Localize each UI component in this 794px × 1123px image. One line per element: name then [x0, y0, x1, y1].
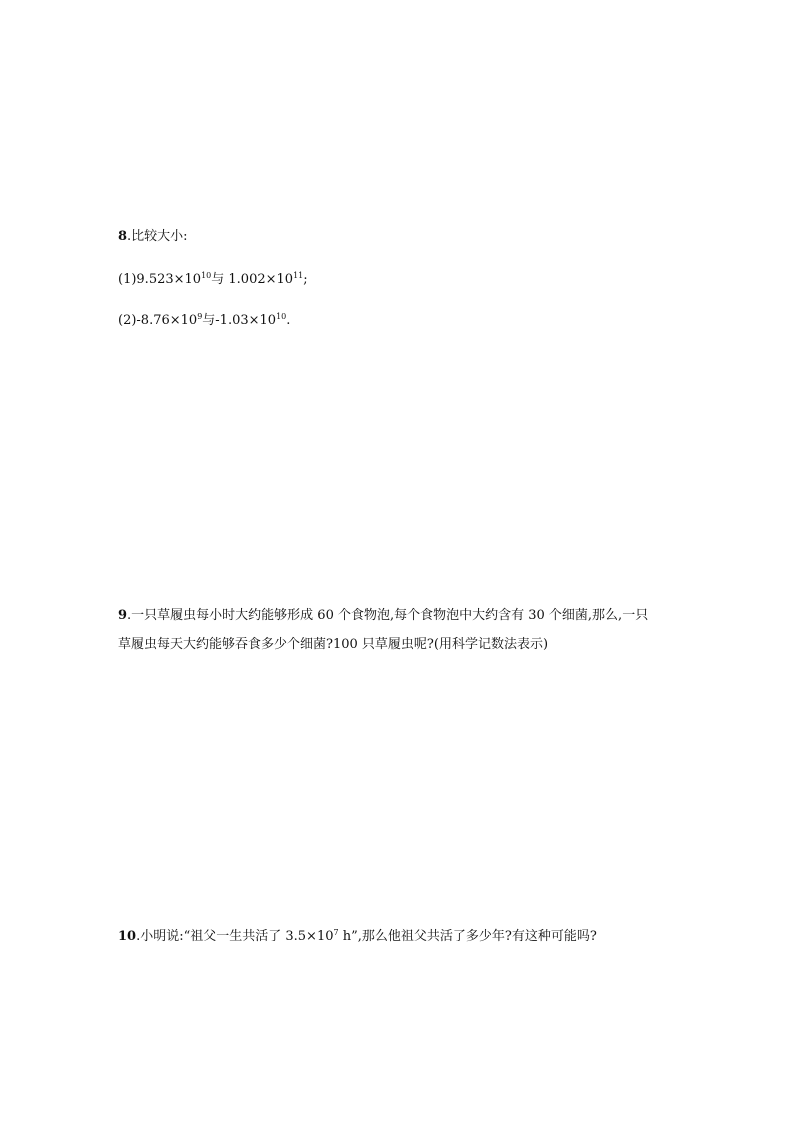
q8-p1-middle: 与 1.002×10	[211, 272, 294, 287]
question-9-number: 9	[118, 608, 128, 623]
q8-p1-prefix: (1)9.523×10	[118, 272, 202, 287]
q8-p1-end: ;	[303, 272, 308, 287]
question-8-part-1	[118, 272, 308, 288]
question-10-suffix: h”,那么他祖父共活了多少年?有这种可能吗?	[338, 929, 597, 944]
question-9-text-1: .一只草履虫每小时大约能够形成 60 个食物泡,每个食物泡中大约含有 30 个细菌,那么,一只	[127, 608, 649, 623]
q8-p2-end: .	[286, 313, 291, 328]
q8-p1-exponent-a: 10	[201, 271, 212, 280]
question-8-number: 8	[118, 229, 128, 244]
question-10	[118, 929, 597, 945]
question-10-prefix: .小明说:“祖父一生共活了 3.5×10	[136, 929, 334, 944]
q8-p2-exponent-b: 10	[276, 312, 287, 321]
question-10-number: 10	[118, 929, 137, 944]
q8-p1-exponent-b: 11	[293, 271, 304, 280]
question-8-title	[118, 229, 188, 245]
q8-p2-exponent-a: 9	[197, 312, 203, 321]
question-8-title-text: .比较大小:	[127, 229, 188, 244]
question-9-line-2	[118, 637, 548, 653]
question-8-part-2	[118, 313, 290, 329]
question-10-exponent: 7	[333, 928, 339, 937]
q8-p2-prefix: (2)-8.76×10	[118, 313, 198, 328]
question-9-line-1	[118, 608, 648, 624]
question-9-text-2: 草履虫每天大约能够吞食多少个细菌?100 只草履虫呢?(用科学记数法表示)	[118, 637, 549, 652]
q8-p2-middle: 与-1.03×10	[202, 313, 277, 328]
